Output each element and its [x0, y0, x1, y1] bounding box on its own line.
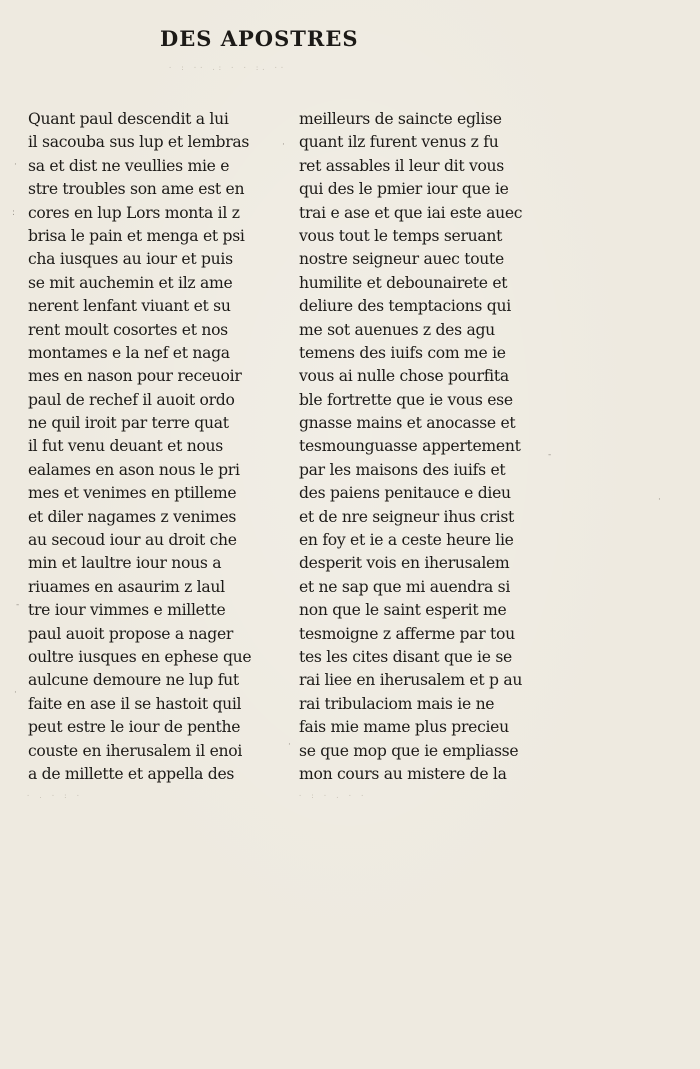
ink-specks-bottom: · : · . · · — [298, 792, 367, 800]
text-line: se mit auchemin et ilz ame — [28, 273, 233, 292]
text-line: a de millette et appella des — [28, 764, 235, 783]
text-line: ret assables il leur dit vous — [299, 156, 504, 175]
text-line: cha iusques au iour et puis — [28, 250, 233, 269]
margin-mark: · — [14, 688, 17, 698]
margin-mark: · — [14, 160, 17, 170]
ink-specks-bottom: · . · : · — [26, 792, 82, 800]
text-line: il sacouba sus lup et lembras — [28, 133, 250, 152]
text-line: humilite et debounairete et — [299, 273, 508, 292]
text-line: il fut venu deuant et nous — [28, 437, 223, 456]
margin-mark: · — [658, 495, 661, 505]
text-line: me sot auenues z des agu — [299, 320, 495, 339]
text-line: ealames en ason nous le pri — [28, 460, 240, 479]
text-line: se que mop que ie empliasse — [299, 741, 519, 760]
text-line: mon cours au mistere de la — [299, 764, 507, 783]
text-line: deliure des temptacions qui — [299, 297, 511, 316]
margin-mark: - — [16, 600, 20, 610]
text-line: par les maisons des iuifs et — [299, 460, 506, 479]
text-line: paul auoit propose a nager — [28, 624, 234, 643]
text-line: non que le saint esperit me — [299, 601, 507, 620]
margin-mark: : — [12, 208, 16, 218]
text-line: tes les cites disant que ie se — [299, 647, 512, 666]
text-line: meilleurs de saincte eglise — [299, 110, 502, 128]
margin-mark: - — [548, 450, 552, 460]
text-line: sa et dist ne veullies mie e — [28, 156, 230, 175]
text-line: oultre iusques en ephese que — [28, 647, 252, 666]
text-line: couste en iherusalem il enoi — [28, 741, 243, 760]
text-line: et de nre seigneur ihus crist — [299, 507, 515, 526]
text-line: ne quil iroit par terre quat — [28, 414, 229, 433]
running-head: DES APOSTRES — [160, 26, 359, 51]
margin-mark: · — [288, 740, 291, 750]
text-line: paul de rechef il auoit ordo — [28, 390, 235, 409]
text-line: quant ilz furent venus z fu — [299, 133, 499, 152]
text-line: aulcune demoure ne lup fut — [28, 671, 239, 690]
margin-mark: · — [282, 140, 285, 150]
text-line: tesmounguasse appertement — [299, 437, 521, 456]
text-line: et diler nagames z venimes — [28, 507, 237, 526]
text-line: des paiens penitauce e dieu — [299, 484, 511, 503]
text-line: montames e la nef et naga — [28, 343, 230, 362]
text-line: min et laultre iour nous a — [28, 554, 222, 573]
text-line: nerent lenfant viuant et su — [28, 297, 231, 316]
text-line: gnasse mains et anocasse et — [299, 414, 516, 433]
text-line: fais mie mame plus precieu — [299, 718, 509, 737]
text-line: tre iour vimmes e millette — [28, 601, 226, 620]
text-line: tesmoigne z afferme par tou — [299, 624, 515, 643]
text-column-right — [299, 108, 539, 786]
text-line: mes et venimes en ptilleme — [28, 484, 237, 503]
text-line: vous tout le temps seruant — [299, 226, 503, 245]
text-line: cores en lup Lors monta il z — [28, 203, 240, 222]
text-line: rai liee en iherusalem et p au — [299, 671, 523, 690]
text-line: vous ai nulle chose pourfita — [299, 367, 509, 386]
text-line: faite en ase il se hastoit quil — [28, 694, 242, 713]
text-line: et ne sap que mi auendra si — [299, 577, 511, 596]
text-line: rent moult cosortes et nos — [28, 320, 228, 339]
text-line: nostre seigneur auec toute — [299, 250, 504, 269]
text-line: peut estre le iour de penthe — [28, 718, 241, 737]
text-line: desperit vois en iherusalem — [299, 554, 510, 573]
text-line: qui des le pmier iour que ie — [299, 180, 509, 199]
ink-specks-top: · : ·· .: · · :. ·· — [168, 64, 287, 72]
text-line: riuames en asaurim z laul — [28, 577, 225, 596]
text-line: brisa le pain et menga et psi — [28, 226, 245, 245]
text-line: rai tribulaciom mais ie ne — [299, 694, 495, 713]
text-line: stre troubles son ame est en — [28, 180, 245, 199]
text-line: trai e ase et que iai este auec — [299, 203, 523, 222]
text-line: temens des iuifs com me ie — [299, 343, 506, 362]
text-line: ble fortrette que ie vous ese — [299, 390, 513, 409]
text-column-left — [28, 108, 268, 786]
text-line: au secoud iour au droit che — [28, 531, 237, 550]
text-line: mes en nason pour receuoir — [28, 367, 242, 386]
text-line: en foy et ie a ceste heure lie — [299, 531, 514, 550]
text-line: Quant paul descendit a lui — [28, 110, 229, 128]
